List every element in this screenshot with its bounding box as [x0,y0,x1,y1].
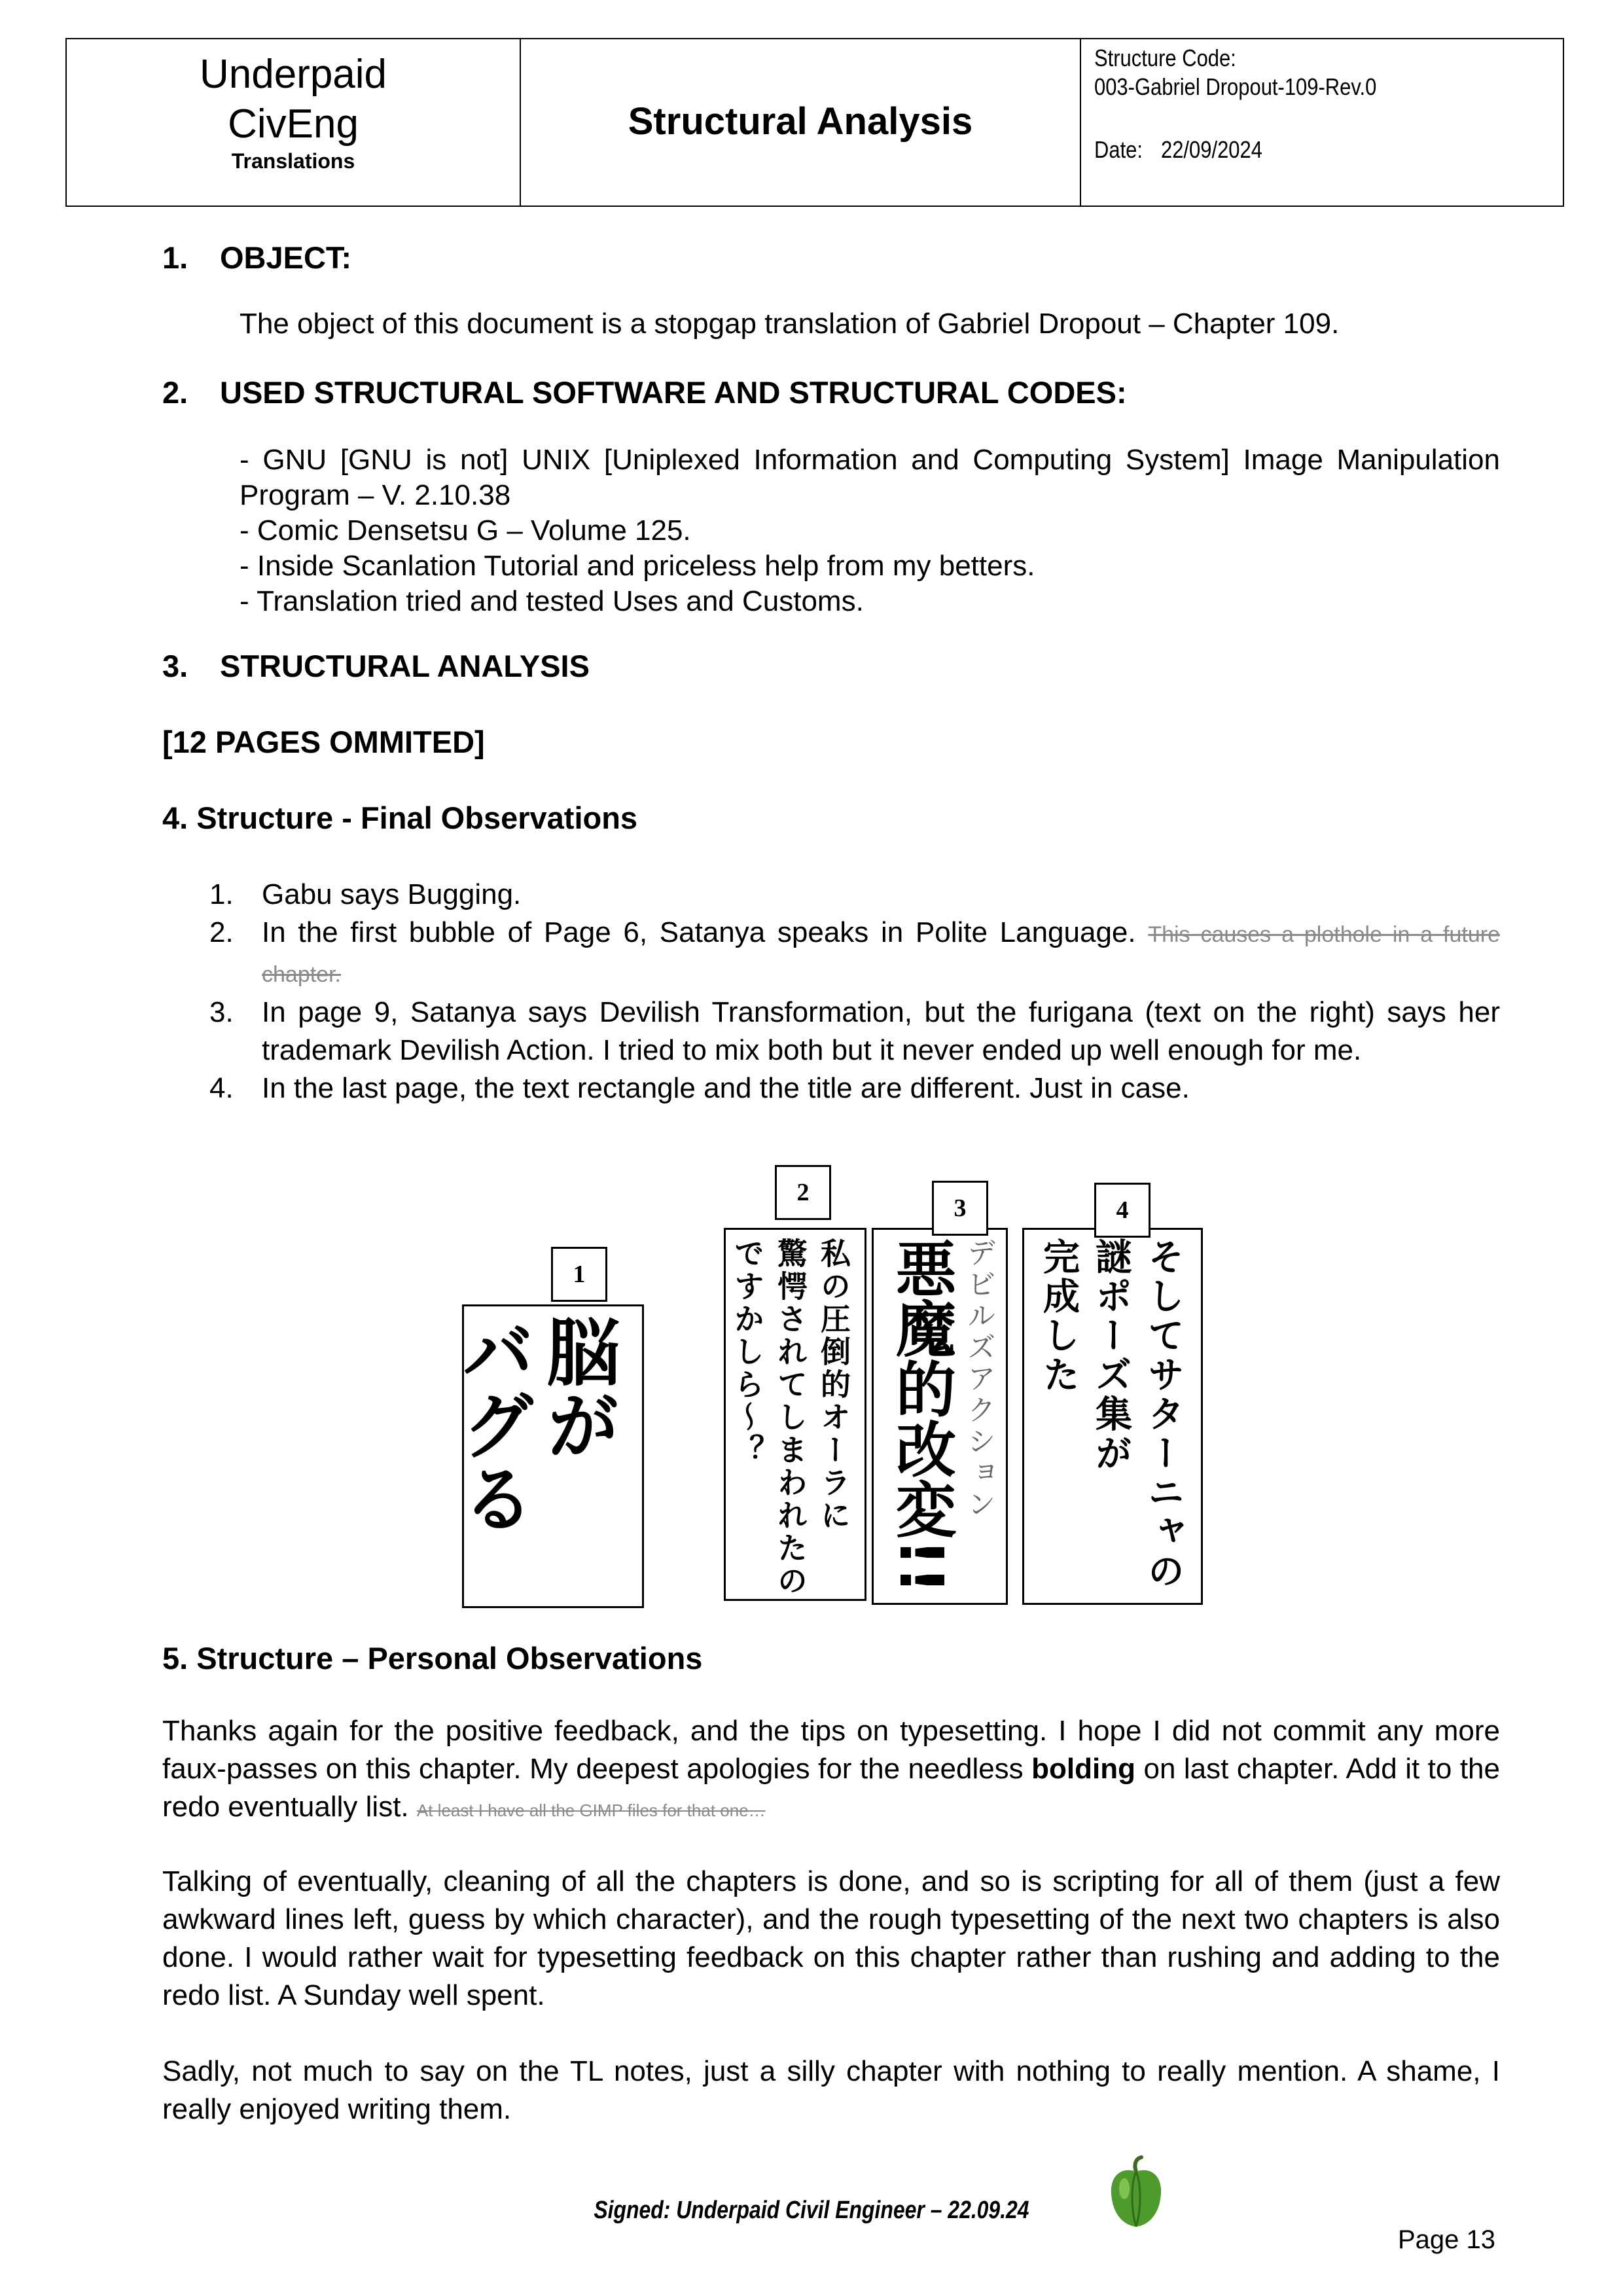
p1-bold-word: bolding [1031,1753,1136,1785]
software-item: - GNU [GNU is not] UNIX [Uniplexed Information and Computing System] Image Manipulation Program – V. 2.10.38 [240,444,1500,511]
section-2-title: USED STRUCTURAL SOFTWARE AND STRUCTURAL CODES: [220,375,1127,410]
panel-3-devilish-transformation [872,1228,1008,1605]
panel-1-badge: 1 [551,1247,607,1302]
bell-pepper-icon [1103,2157,1169,2229]
panel-2-badge: 2 [775,1165,831,1220]
section-2-number: 2. [162,375,188,410]
pages-omitted-note: [12 PAGES OMMITED] [162,725,485,759]
personal-observations-p2: Talking of eventually, cleaning of all the chapters is done, and so is scripting for all of them (just a few awkward lines left, guess by which character), and the rough typesetting of the next two chapters is also done. I would rather wait for typesetting feedback on this chapter rather than rushing and adding to the redo list. A Sunday well spent. [162,1865,1500,2011]
list-item-number: 2. [209,916,234,948]
final-observations-list [209,876,1500,1107]
section-4-title: 4. Structure - Final Observations [162,800,638,835]
panel-3-main-text: 悪魔的改変!! [886,1238,956,1594]
list-item-text: In the last page, the text rectangle and the title are different. Just in case. [262,1072,1190,1104]
panel-1-bugging [450,1304,644,1608]
software-list [240,442,1500,619]
page-number: Page 13 [1398,2225,1496,2254]
list-item-text: In page 9, Satanya says Devilish Transformation, but the furigana (text on the right) says her trademark Devilish Action. I tried to mix both but it never ended up well enough for me. [262,996,1500,1066]
p1-strikethrough-note: At least I have all the GIMP files for that one… [416,1801,766,1820]
list-item-body [262,914,1500,994]
list-item-number: 4. [209,1072,234,1104]
section-1-text: The object of this document is a stopgap translation of Gabriel Dropout – Chapter 109. [240,308,1340,340]
personal-observations-p1 [162,1712,1500,1829]
signature-line [0,2197,1623,2225]
software-item: - Translation tried and tested Uses and Customs. [240,585,864,617]
software-item: - Inside Scanlation Tutorial and priceless help from my betters. [240,550,1035,582]
date-value: 22/09/2024 [1161,136,1262,163]
list-item-number: 1. [209,878,234,910]
structure-code-label: Structure Code: [1094,45,1236,71]
list-item [209,914,1500,994]
panel-4-text-mid: 謎ポーズ集が [1090,1238,1132,1473]
panel-4-badge: 4 [1094,1183,1150,1238]
panel-3-furigana: デビルズアクション [962,1238,995,1520]
document-title: Structural Analysis [628,100,973,143]
p1-text-cont: on last chapter. Add it to the redo eventually list. [162,1753,1501,1823]
software-item: - Comic Densetsu G – Volume 125. [240,514,691,547]
section-3-title: STRUCTURAL ANALYSIS [220,649,590,683]
section-1-title: OBJECT: [220,240,352,275]
list-item [209,994,1500,1069]
list-item-text: Gabu says Bugging. [262,878,522,910]
panel-2-text-left: ですかしら〜？ [730,1238,765,1467]
personal-observations-p3: Sadly, not much to say on the TL notes, just a silly chapter with nothing to really mention. A shame, I really enjoyed writing them. [162,2055,1500,2125]
panel-1-text-right: 脳が [535,1314,620,1461]
panel-4-title-text [1022,1228,1203,1605]
section-1-number: 1. [162,240,188,275]
header-table [65,38,1564,207]
panel-2-text-mid: 驚愕されてしまわれたの [773,1238,808,1598]
section-5-title: 5. Structure – Personal Observations [162,1641,703,1676]
structure-code-value: 003-Gabriel Dropout-109-Rev.0 [1094,73,1377,100]
org-cell [67,39,521,206]
list-item [209,1069,1500,1107]
list-item [209,876,1500,914]
panel-4-text-right: そしてサターニャの [1142,1238,1185,1591]
panel-3-badge: 3 [932,1181,988,1236]
panel-2-polite-language [724,1228,866,1601]
list-item-text: In the first bubble of Page 6, Satanya speaks in Polite Language. [262,916,1136,948]
title-cell [521,39,1081,206]
meta-cell [1081,39,1563,206]
org-subtitle: Translations [231,149,355,173]
section-3-number: 3. [162,649,188,683]
panel-1-text-left: バグる [450,1314,535,1534]
signature: Signed: Underpaid Civil Engineer – 22.09.24 [594,2197,1029,2224]
p1-text: Thanks again for the positive feedback, and the tips on typesetting. I hope I did not commit any more faux-passes on this chapter. My deepest apologies for the needless [162,1715,1500,1785]
panel-2-text-right: 私の圧倒的オーラに [816,1238,851,1532]
strikethrough-note: This causes a plothole in a future chapter. [262,922,1501,987]
panel-4-text-left: 完成した [1037,1238,1080,1395]
list-item-number: 3. [209,996,234,1028]
org-name-line2: CivEng [228,101,359,147]
org-name-line1: Underpaid [199,52,387,97]
date-label: Date: [1094,136,1143,163]
